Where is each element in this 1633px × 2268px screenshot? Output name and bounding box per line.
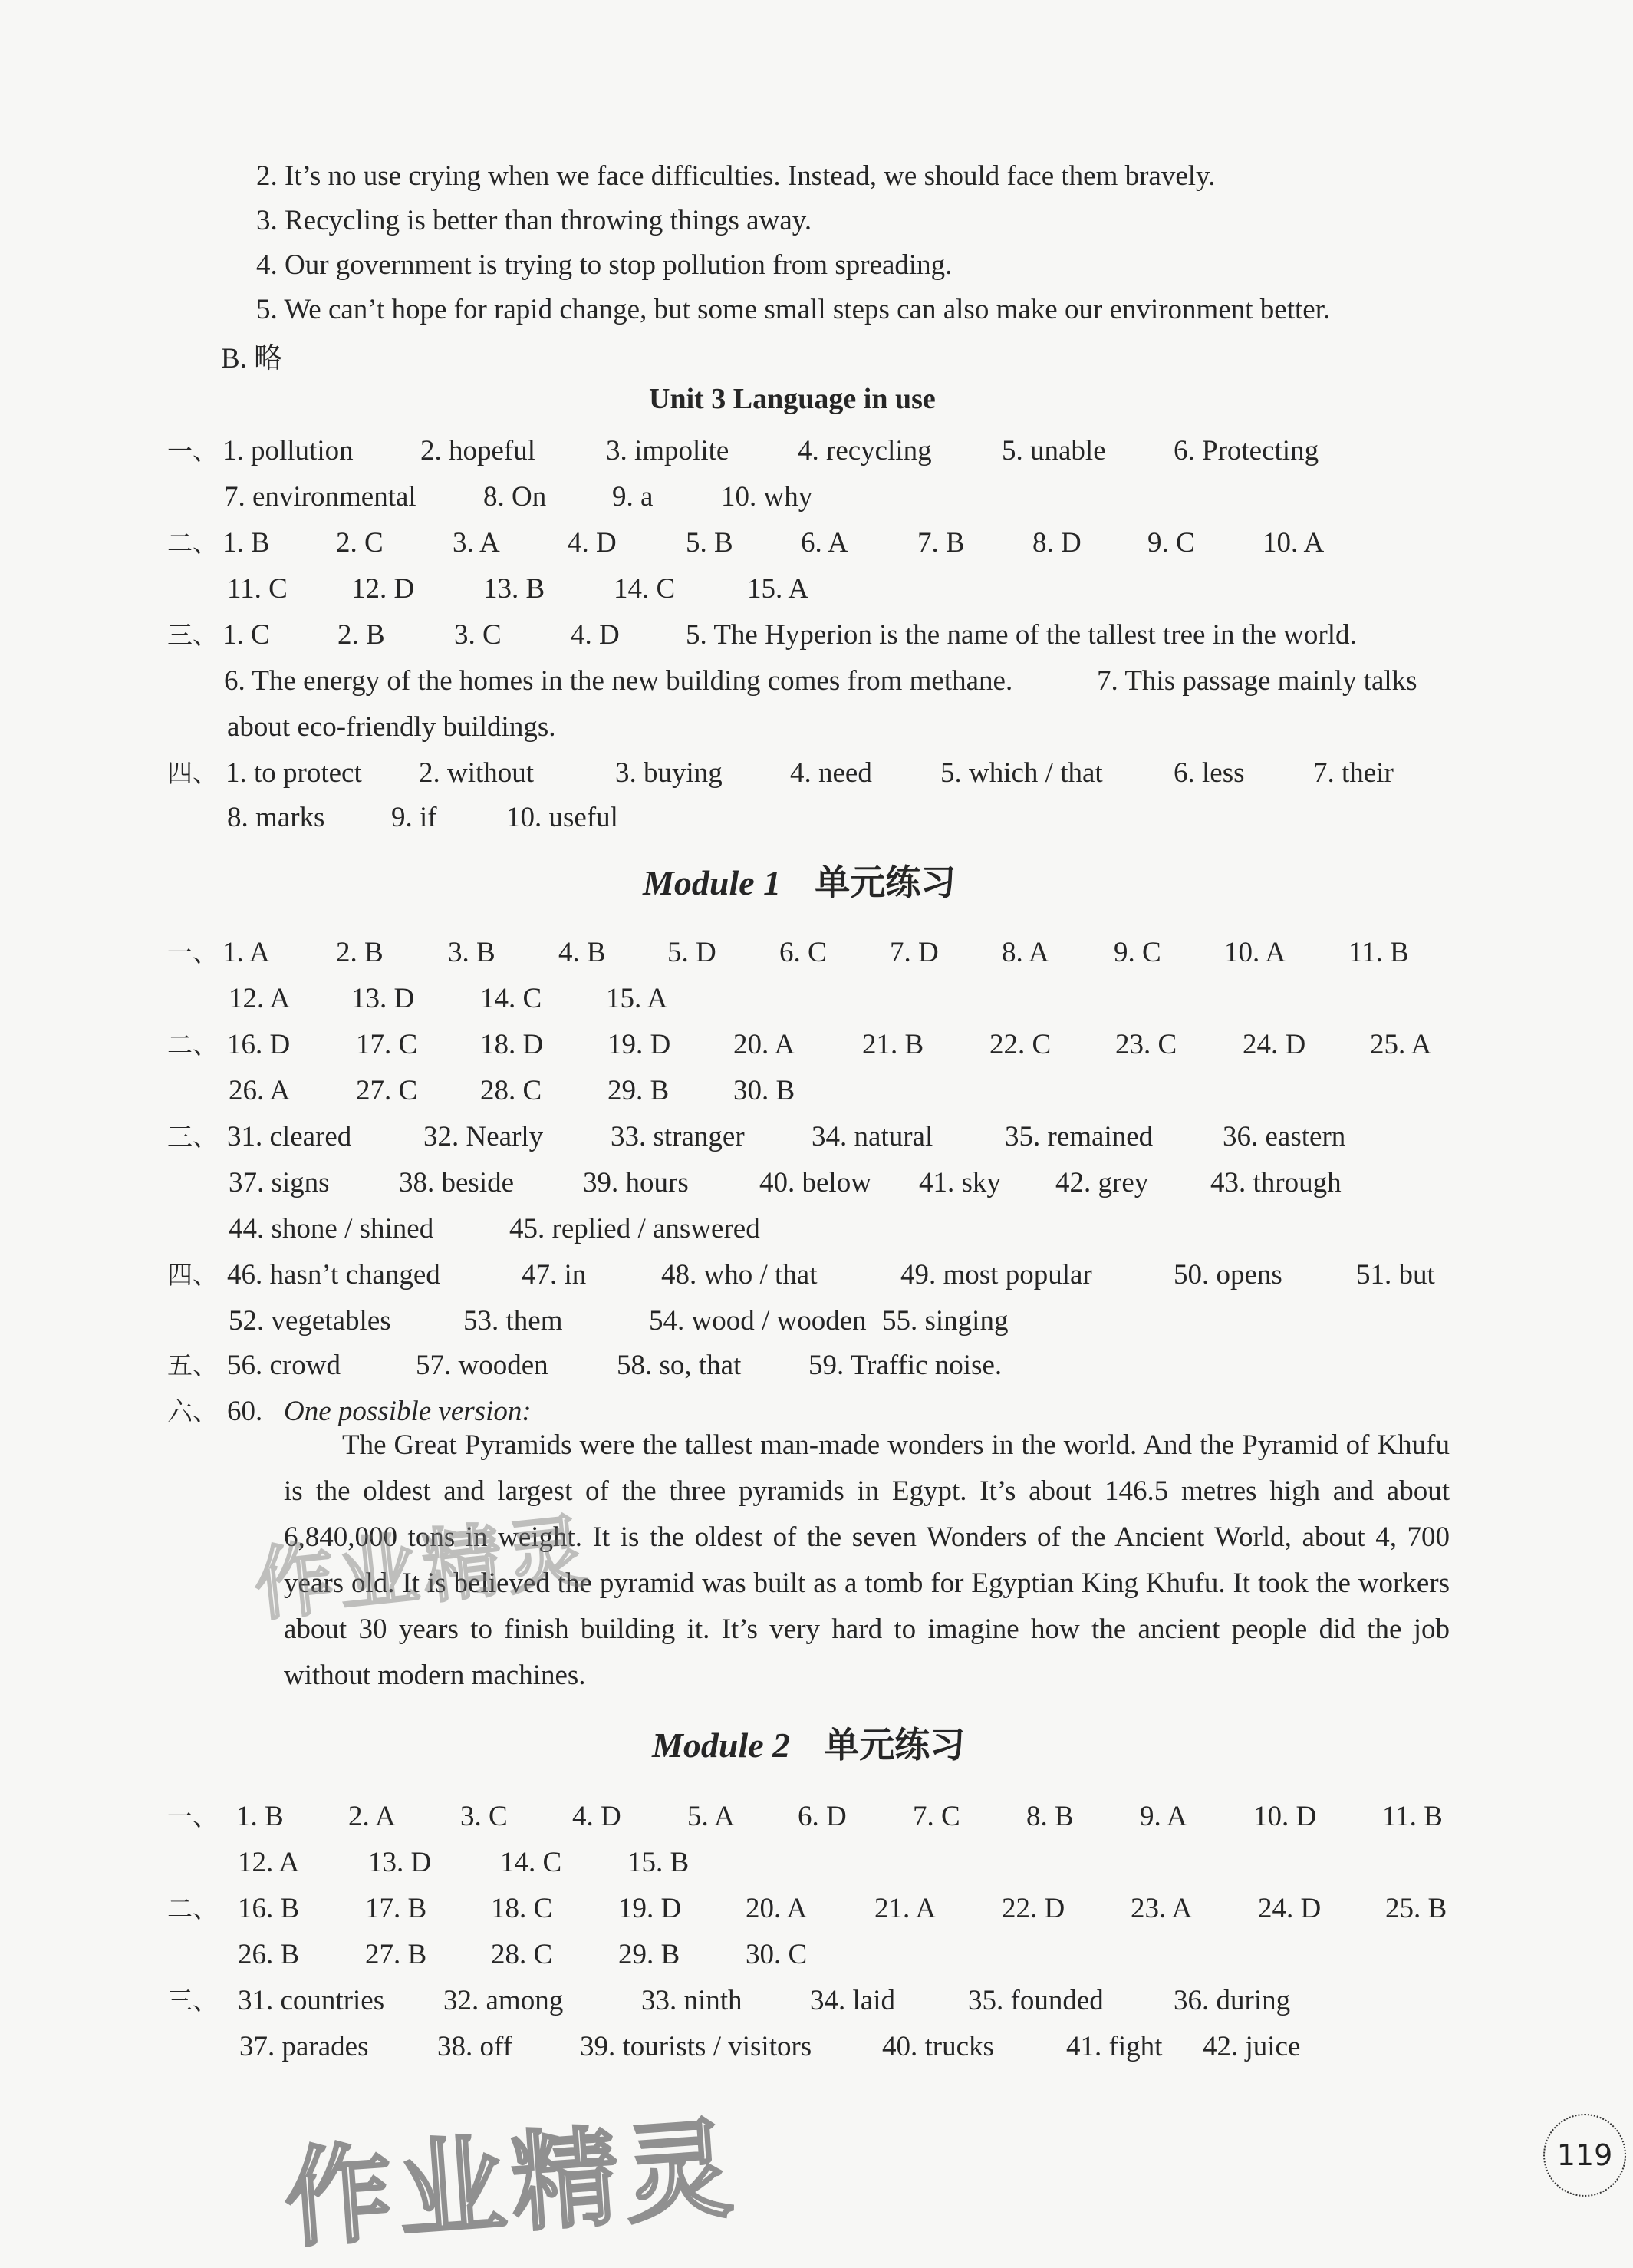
answer-item: 22. D: [1002, 1893, 1065, 1924]
answer-item: 47. in: [522, 1259, 587, 1291]
answer-item: 33. stranger: [611, 1121, 745, 1152]
answer-item: 12. A: [238, 1847, 300, 1878]
section-label: 一、: [167, 1802, 218, 1831]
answer-item: 4. D: [571, 619, 620, 651]
answer-item: 31. countries: [238, 1985, 385, 2016]
answer-item: 7. environmental: [224, 481, 416, 513]
answer-item: 2. C: [336, 527, 384, 559]
answer-item: 39. tourists / visitors: [580, 2031, 812, 2062]
answer-item: 5. which / that: [940, 757, 1103, 789]
answer-item: 42. juice: [1203, 2031, 1301, 2062]
answer-item: 23. A: [1131, 1893, 1193, 1924]
answer-item: 50. opens: [1174, 1259, 1282, 1291]
answer-item: 7. B: [917, 527, 965, 559]
answer-item: 17. B: [365, 1893, 427, 1924]
section-label: 四、: [167, 1260, 218, 1290]
answer-item: 28. C: [491, 1939, 553, 1970]
answer-item: 32. Nearly: [423, 1121, 544, 1152]
answer-item: 16. D: [227, 1029, 291, 1060]
answer-line: 2. It’s no use crying when we face difficulties. Instead, we should face them bravely.: [256, 160, 1216, 192]
answer-item: 35. remained: [1005, 1121, 1154, 1152]
answer-item: 7. This passage mainly talks: [1097, 665, 1417, 697]
section-label: 三、: [167, 620, 218, 650]
answer-item: 26. B: [238, 1939, 300, 1970]
answer-item: 25. B: [1385, 1893, 1447, 1924]
answer-item: 10. D: [1253, 1801, 1317, 1832]
answer-item: 1. C: [222, 619, 270, 651]
answer-item: 1. B: [222, 527, 270, 559]
module-title-cn: 单元练习: [815, 862, 956, 903]
answer-item: 22. C: [989, 1029, 1052, 1060]
answer-item: 12. A: [229, 983, 291, 1014]
section-label: 三、: [167, 1986, 218, 2016]
answer-item: 10. useful: [506, 802, 618, 833]
answer-item: 8. A: [1002, 937, 1049, 968]
answer-line: 4. Our government is trying to stop pollution from spreading.: [256, 249, 953, 281]
answer-item: 5. A: [687, 1801, 735, 1832]
answer-item: 35. founded: [968, 1985, 1104, 2016]
answer-item: 18. C: [491, 1893, 553, 1924]
answer-item: 15. B: [627, 1847, 690, 1878]
question-number: 60.: [227, 1396, 263, 1427]
answer-item: 23. C: [1115, 1029, 1177, 1060]
answer-item: 10. A: [1224, 937, 1286, 968]
answer-item: 6. The energy of the homes in the new building comes from methane.: [224, 665, 1013, 697]
answer-item: 40. below: [759, 1167, 871, 1198]
answer-item: 33. ninth: [641, 1985, 742, 2016]
answer-item: 11. B: [1348, 937, 1409, 968]
answer-item: 17. C: [356, 1029, 418, 1060]
answer-item: 3. C: [460, 1801, 508, 1832]
answer-item: 27. C: [356, 1075, 418, 1106]
answer-item: 1. B: [236, 1801, 284, 1832]
answer-item: 53. them: [463, 1305, 563, 1337]
answer-item: 54. wood / wooden: [649, 1305, 867, 1337]
answer-item: 20. A: [733, 1029, 795, 1060]
answer-item: 6. D: [798, 1801, 847, 1832]
answer-item: 3. A: [453, 527, 500, 559]
answer-item: 18. D: [480, 1029, 544, 1060]
watermark: 作业精灵: [249, 1504, 596, 1633]
answer-line: 3. Recycling is better than throwing things away.: [256, 205, 812, 236]
answer-item: 38. beside: [399, 1167, 515, 1198]
answer-item: 1. A: [222, 937, 270, 968]
answer-item: 13. D: [368, 1847, 432, 1878]
answer-line: about eco-friendly buildings.: [227, 711, 556, 743]
answer-item: 5. D: [667, 937, 716, 968]
answer-item: 56. crowd: [227, 1350, 341, 1381]
answer-item: 14. C: [614, 573, 676, 605]
answer-item: 14. C: [480, 983, 542, 1014]
answer-item: 2. B: [336, 937, 384, 968]
answer-item: 7. D: [890, 937, 939, 968]
essay-text: The Great Pyramids were the tallest man-made wonders in the world. And the Pyramid of Khufu is the oldest and largest of the three pyramids in Egypt. It’s about 146.5 metres high and about 6,840,000 tons in weight. It is the oldest of the seven Wonders of the Ancient World, about 4, 700 years old. It is believed the pyramid was built as a tomb for Egyptian King Khufu. It took the workers about 30 years to finish building it. It’s very hard to imagine how the ancient people did the job without modern machines.: [284, 1429, 1450, 1691]
answer-item: 5. unable: [1002, 435, 1106, 466]
answer-item: 38. off: [437, 2031, 512, 2062]
answer-item: 51. but: [1356, 1259, 1435, 1291]
answer-item: 8. B: [1026, 1801, 1074, 1832]
answer-item: 36. during: [1174, 1985, 1291, 2016]
section-label: 一、: [167, 938, 218, 968]
module-title-cn: 单元练习: [824, 1724, 966, 1765]
answer-item: 29. B: [607, 1075, 670, 1106]
answer-item: 11. C: [227, 573, 288, 605]
answer-item: 42. grey: [1055, 1167, 1149, 1198]
answer-item: 5. The Hyperion is the name of the tallest tree in the world.: [686, 619, 1357, 651]
answer-item: 9. C: [1114, 937, 1161, 968]
answer-item: 19. D: [607, 1029, 671, 1060]
answer-item: 39. hours: [583, 1167, 689, 1198]
answer-item: 34. laid: [810, 1985, 895, 2016]
answer-item: 28. C: [480, 1075, 542, 1106]
answer-item: 30. C: [746, 1939, 808, 1970]
answer-item: 3. impolite: [606, 435, 729, 466]
answer-item: 4. need: [790, 757, 872, 789]
answer-item: 10. A: [1263, 527, 1325, 559]
answer-item: 49. most popular: [900, 1259, 1092, 1291]
part-b-line: B. 略: [221, 343, 283, 374]
answer-item: 41. sky: [919, 1167, 1001, 1198]
answer-item: 1. pollution: [222, 435, 354, 466]
answer-item: 4. D: [568, 527, 617, 559]
module-title: [643, 855, 956, 905]
answer-item: 12. D: [351, 573, 415, 605]
answer-item: 16. B: [238, 1893, 300, 1924]
answer-item: 9. if: [391, 802, 437, 833]
answer-item: 8. On: [483, 481, 547, 513]
answer-item: 26. A: [229, 1075, 291, 1106]
answer-item: 19. D: [618, 1893, 682, 1924]
answer-item: 6. Protecting: [1174, 435, 1319, 466]
answer-item: 7. C: [913, 1801, 960, 1832]
version-note: One possible version:: [284, 1396, 532, 1427]
watermark: 作业精灵: [280, 2106, 742, 2263]
section-label: 六、: [167, 1396, 218, 1426]
answer-item: 43. through: [1210, 1167, 1342, 1198]
answer-item: 59. Traffic noise.: [808, 1350, 1003, 1381]
section-label: 二、: [167, 1030, 218, 1060]
section-label: 一、: [167, 436, 218, 466]
answer-item: 29. B: [618, 1939, 680, 1970]
answer-item: 24. D: [1258, 1893, 1322, 1924]
answer-item: 36. eastern: [1223, 1121, 1346, 1152]
answer-item: 6. A: [801, 527, 848, 559]
answer-item: 20. A: [746, 1893, 808, 1924]
answer-item: 1. to protect: [226, 757, 362, 789]
answer-item: 27. B: [365, 1939, 427, 1970]
section-label: 五、: [167, 1350, 218, 1380]
answer-item: 2. A: [348, 1801, 396, 1832]
answer-item: 45. replied / answered: [509, 1213, 760, 1244]
answer-item: 2. B: [337, 619, 385, 651]
answer-item: 52. vegetables: [229, 1305, 391, 1337]
section-label: 二、: [167, 1894, 218, 1924]
section-label: 四、: [167, 758, 218, 788]
answer-item: 30. B: [733, 1075, 795, 1106]
answer-item: 40. trucks: [882, 2031, 994, 2062]
answer-line: 5. We can’t hope for rapid change, but some small steps can also make our environment better.: [256, 294, 1331, 325]
answer-item: 25. A: [1370, 1029, 1432, 1060]
answer-item: 6. less: [1174, 757, 1245, 789]
answer-item: 4. D: [572, 1801, 621, 1832]
answer-item: 3. buying: [615, 757, 723, 789]
answer-item: 6. C: [779, 937, 827, 968]
answer-item: 57. wooden: [416, 1350, 548, 1381]
answer-item: 9. C: [1147, 527, 1195, 559]
answer-item: 11. B: [1382, 1801, 1443, 1832]
answer-item: 13. B: [483, 573, 545, 605]
answer-item: 58. so, that: [617, 1350, 742, 1381]
answer-item: 44. shone / shined: [229, 1213, 434, 1244]
answer-item: 10. why: [721, 481, 813, 513]
answer-item: 55. singing: [882, 1305, 1009, 1337]
answer-item: 31. cleared: [227, 1121, 352, 1152]
answer-item: 3. C: [454, 619, 502, 651]
answer-item: 34. natural: [812, 1121, 933, 1152]
answer-item: 7. their: [1313, 757, 1394, 789]
unit-title: Unit 3 Language in use: [649, 383, 936, 415]
answer-item: 2. hopeful: [420, 435, 536, 466]
answer-item: 37. signs: [229, 1167, 330, 1198]
answer-item: 41. fight: [1066, 2031, 1163, 2062]
module-title-en: Module 1: [643, 863, 782, 902]
answer-item: 8. D: [1032, 527, 1082, 559]
module-title: [652, 1717, 965, 1768]
answer-item: 21. B: [862, 1029, 924, 1060]
answer-item: 15. A: [747, 573, 809, 605]
answer-item: 21. A: [874, 1893, 937, 1924]
section-label: 二、: [167, 528, 218, 558]
answer-item: 5. B: [686, 527, 733, 559]
answer-item: 15. A: [606, 983, 668, 1014]
answer-item: 4. B: [558, 937, 606, 968]
answer-item: 8. marks: [227, 802, 325, 833]
answer-item: 9. A: [1140, 1801, 1187, 1832]
page-number: 119: [1543, 2114, 1626, 2197]
answer-item: 32. among: [443, 1985, 564, 2016]
answer-item: 4. recycling: [798, 435, 932, 466]
section-label: 三、: [167, 1122, 218, 1152]
answer-item: 14. C: [500, 1847, 562, 1878]
answer-item: 37. parades: [239, 2031, 369, 2062]
module-title-en: Module 2: [652, 1726, 791, 1765]
answer-item: 13. D: [351, 983, 415, 1014]
answer-item: 46. hasn’t changed: [227, 1259, 440, 1291]
answer-item: 9. a: [612, 481, 654, 513]
answer-item: 24. D: [1243, 1029, 1306, 1060]
answer-item: 3. B: [448, 937, 495, 968]
answer-item: 2. without: [419, 757, 535, 789]
answer-item: 48. who / that: [661, 1259, 818, 1291]
